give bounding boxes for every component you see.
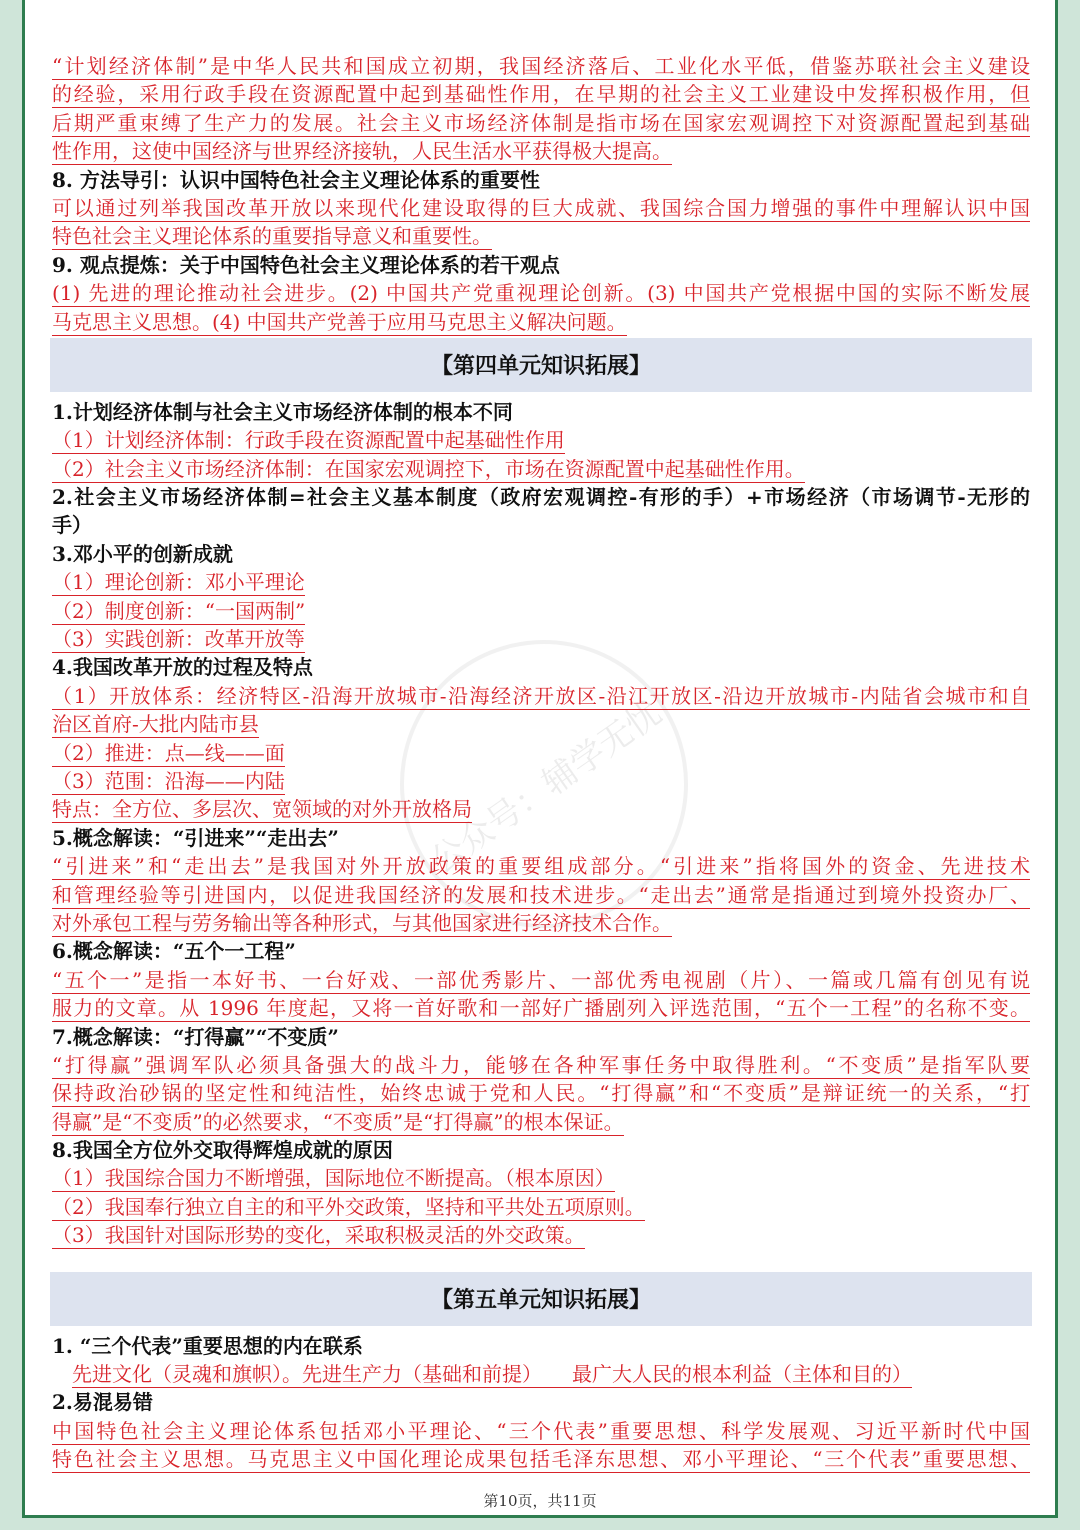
section-heading: 3.邓小平的创新成就 (52, 541, 233, 566)
text-line: 对外承包工程与劳务输出等各种形式，与其他国家进行经济技术合作。 (52, 910, 672, 935)
text-line: （2）制度创新：“一国两制” (52, 598, 306, 623)
text-line: （1）计划经济体制：行政手段在资源配置中起基础性作用 (52, 428, 565, 453)
page-number: 第10页，共11页 (483, 1492, 597, 1510)
text-line: 特色社会主义思想。马克思主义中国化理论成果包括毛泽东思想、邓小平理论、“三个代表”重要思想、 (52, 1447, 1030, 1472)
section-heading: 4.我国改革开放的过程及特点 (52, 655, 313, 680)
section-heading: 8.我国全方位外交取得辉煌成就的原因 (52, 1138, 393, 1163)
page-content (52, 52, 1030, 1474)
text-line: （3）范围：沿海——内陆 (52, 768, 285, 793)
text-line: 服力的文章。从 1996 年度起，又将一首好歌和一部好广播剧列入评选范围，“五个一工程”的名称不变。 (52, 996, 1030, 1021)
text-line: “计划经济体制”是中华人民共和国成立初期，我国经济落后、工业化水平低，借鉴苏联社会主义建设 (52, 54, 1030, 78)
text-line: “打得赢”强调军队必须具备强大的战斗力，能够在各种军事任务中取得胜利。“不变质”是指军队要 (52, 1052, 1030, 1077)
section-heading: 2.社会主义市场经济体制=社会主义基本制度（政府宏观调控-有形的手）+市场经济（市场调节-无形的 (52, 485, 1030, 510)
text-line: 后期严重束缚了生产力的发展。社会主义市场经济体制是指市场在国家宏观调控下对资源配置起到基础 (52, 110, 1030, 135)
section-heading: 手） (52, 513, 92, 538)
unit5-banner: 【第五单元知识拓展】 (50, 1272, 1032, 1326)
text-line: （3）实践创新：改革开放等 (52, 627, 305, 652)
text-line: （3）我国针对国际形势的变化，采取积极灵活的外交政策。 (52, 1223, 585, 1248)
text-line: “引进来”和“走出去”是我国对外开放政策的重要组成部分。“引进来”指将国外的资金、先进技术 (52, 854, 1030, 879)
text-line: 马克思主义思想。(4) 中国共产党善于应用马克思主义解决问题。 (52, 309, 627, 334)
unit4-banner: 【第四单元知识拓展】 (50, 338, 1032, 392)
text-line: 可以通过列举我国改革开放以来现代化建设取得的巨大成就、我国综合国力增强的事件中理解认识中国 (52, 195, 1030, 220)
text-line: （2）推进：点—线——面 (52, 740, 285, 765)
section-heading: 9. 观点提炼：关于中国特色社会主义理论体系的若干观点 (52, 252, 560, 277)
section-heading: 5.概念解读：“引进来”“走出去” (52, 825, 339, 850)
text-line: 得赢”是“不变质”的必然要求，“不变质”是“打得赢”的根本保证。 (52, 1109, 624, 1134)
text-line: 特色社会主义理论体系的重要指导意义和重要性。 (52, 224, 492, 249)
text-line: （1）理论创新：邓小平理论 (52, 570, 305, 595)
text-line: 保持政治砂锅的坚定性和纯洁性，始终忠诚于党和人民。“打得赢”和“不变质”是辩证统一的关系，“打 (52, 1081, 1030, 1106)
section-heading: 7.概念解读：“打得赢”“不变质” (52, 1024, 339, 1049)
section-heading: 8. 方法导引：认识中国特色社会主义理论体系的重要性 (52, 167, 540, 192)
text-line: “五个一”是指一本好书、一台好戏、一部优秀影片、一部优秀电视剧（片）、一篇或几篇有创见有说 (52, 967, 1030, 992)
text-line: （2）社会主义市场经济体制：在国家宏观调控下，市场在资源配置中起基础性作用。 (52, 456, 805, 481)
text-line: 性作用，这使中国经济与世界经济接轨，人民生活水平获得极大提高。 (52, 139, 672, 164)
section-heading: 1. “三个代表”重要思想的内在联系 (52, 1333, 363, 1358)
text-line: 先进文化（灵魂和旗帜）。先进生产力（基础和前提） 最广大人民的根本利益（主体和目的） (72, 1362, 912, 1387)
text-line: 的经验，采用行政手段在资源配置中起到基础性作用，在早期的社会主义工业建设中发挥积极作用，但 (52, 82, 1030, 107)
text-line: （1）我国综合国力不断增强，国际地位不断提高。（根本原因） (52, 1166, 615, 1191)
text-line: （2）我国奉行独立自主的和平外交政策，坚持和平共处五项原则。 (52, 1194, 645, 1219)
section-heading: 2.易混易错 (52, 1390, 153, 1415)
text-line: 和管理经验等引进国内，以促进我国经济的发展和技术进步。“走出去”通常是指通过到境外投资办厂、 (52, 882, 1030, 907)
text-line: （1）开放体系：经济特区-沿海开放城市-沿海经济开放区-沿江开放区-沿边开放城市-内陆省会城市和自 (52, 683, 1030, 708)
section-heading: 1.计划经济体制与社会主义市场经济体制的根本不同 (52, 399, 513, 424)
text-line: (1) 先进的理论推动社会进步。(2) 中国共产党重视理论创新。(3) 中国共产党根据中国的实际不断发展 (52, 281, 1030, 306)
text-line: 特点：全方位、多层次、宽领域的对外开放格局 (52, 797, 472, 822)
text-line: 中国特色社会主义理论体系包括邓小平理论、“三个代表”重要思想、科学发展观、习近平新时代中国 (52, 1418, 1030, 1443)
text-line: 治区首府-大批内陆市县 (52, 712, 259, 737)
watermark-text: 公众号：辅学无忧 (423, 692, 669, 882)
section-heading: 6.概念解读：“五个一工程” (52, 939, 296, 964)
